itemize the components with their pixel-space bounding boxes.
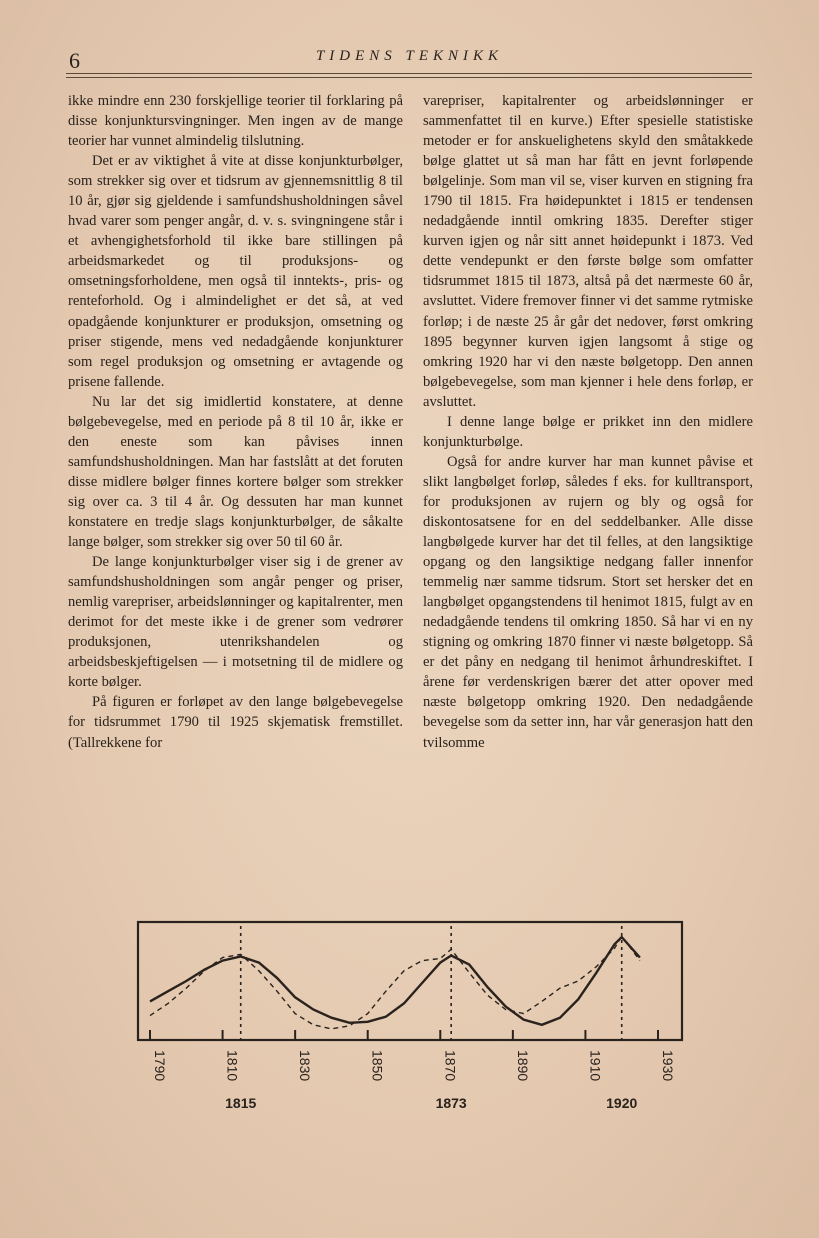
tick-label: 1930 [660,1050,676,1082]
tick-label: 1890 [514,1050,531,1082]
right-column [423,91,753,753]
tick-label: 1790 [152,1050,168,1082]
long-wave-chart [130,918,690,1118]
paragraph: I denne lange bølge er prikket inn den midlere konjunkturbølge. [423,413,753,450]
tick-label: 1870 [442,1050,459,1082]
header-rule [66,73,752,74]
chart-axis-ticks [150,1030,658,1040]
tick-label: 1910 [587,1050,604,1082]
peak-label: 1920 [606,1095,638,1111]
peak-label: 1815 [225,1095,257,1111]
paragraph: ikke mindre enn 230 forskjellige teorier til forklaring på disse konjunktursvingninger. Men ingen av de mange teorier har vunnet almindelig tilslutning. [68,93,403,150]
page-number: 6 [69,48,80,73]
paragraph: På figuren er forløpet av den lange bølgebevegelse for tidsrummet 1790 til 1925 skjematisk fremstillet. (Tallrekkene for [68,694,403,751]
header-rule-inner [66,77,752,78]
paragraph: Også for andre kurver har man kunnet påvise et slikt langbølget forløp, således f eks. for kulltransport, for produksjonen av rujern og bly og også for diskontosatsene for en del seddelbanker. Alle disse langbølgede kurver har det til felles, at den langsiktige opgang og den langsiktige nedgang faller innenfor temmelig nær samme tidsrum. Stort set hersker det en langbølget opgangstendens til henimot 1815, fulgt av en nedadgående tendens til omkring 1850. Så har vi en ny stigning og omkring 1870 finner vi næste bølgetopp. Så er det påny en nedgang til henimot århundreskiftet. I årene før verdenskrigen bærer det atter opover med næste bølgetopp omkring 1920. Den nedadgående bevegelse som da setter inn, har vår generasjon hatt den tvilsomme [423,453,753,751]
left-column [68,91,403,753]
chart-frame [138,922,682,1040]
chart-gridlines [241,926,622,1040]
peak-label: 1873 [435,1095,467,1111]
chart-tick-labels [152,1050,676,1081]
running-title: TIDENS TEKNIKK [315,48,504,64]
tick-label: 1810 [224,1050,241,1082]
chart-peak-labels [225,1095,637,1111]
tick-label: 1830 [297,1050,314,1082]
series-line-lang [150,937,640,1025]
paragraph: Det er av viktighet å vite at disse konjunkturbølger, som strekker sig over et tidsrum av gjennemsnittlig 8 til 10 år, gjør sig gjeldende i samfundshusholdningen såvel hvad varer som penger angår, d. v. s. svingningene står i et avhengighetsforhold til ikke bare stillingen på arbeidsmarkedet og til produksjons- og omsetningsforholdene, men også til inntekts-, pris- og renteforhold. Og i almindelighet er det så, at ved opadgående konjunkturer er produksjon, omsetning og priser stigende, mens ved nedadgående konjunkturer som regel produksjon og omsetning er avtagende og prisene fallende. [68,153,403,390]
series-line-midlere [150,936,640,1029]
paragraph: varepriser, kapitalrenter og arbeidslønninger er sammenfattet til en kurve.) Efter spesielle statistiske metoder er for anskuelighetens skyld den småtakkede bølge glattet ut så man har fått en jevnt forløpende bølgelinje. Som man vil se, viser kurven en stigning fra 1790 til 1815. Fra høidepunktet i 1815 er tendensen nedadgående inntil omkring 1835. Derefter stiger kurven igjen og når sitt annet høidepunkt i 1873. Ved dette vendepunkt er den første bølge som omfatter tidsrummet 1815 til 1873, altså på det nærmeste 60 år, avsluttet. Videre fremover finner vi det samme rytmiske forløp; i de næste 25 år går det nedover, først omkring 1895 begynner kurven igjen langsomt å stige og omkring 1920 har vi den næste bølgetopp. Den annen bølgebevegelse, som man kjenner i hele dens forløp, er avsluttet. [423,93,753,410]
paragraph: De lange konjunkturbølger viser sig i de grener av samfundshusholdningen som angår penger og priser, nemlig varepriser, arbeidslønninger og kapitalrenter, men derimot for det meste ikke i de grener som vedrører produksjonen, utenrikshandelen og arbeidsbeskjeftigelsen — i motsetning til de midlere og korte bølger. [68,554,403,691]
tick-label: 1850 [369,1050,386,1082]
paragraph: Nu lar det sig imidlertid konstatere, at denne bølgebevegelse, med en periode på 8 til 10 år, ikke er den eneste som kan påvises innen samfundshusholdningen. Man har fastslått at det foruten disse midlere bølger finnes kortere bølger som strekker sig over ca. 3 til 4 år. Og dessuten har man kunnet konstatere en tredje slags konjunkturbølger, de såkalte lange bølger, som strekker sig over 50 til 60 år. [68,393,403,551]
